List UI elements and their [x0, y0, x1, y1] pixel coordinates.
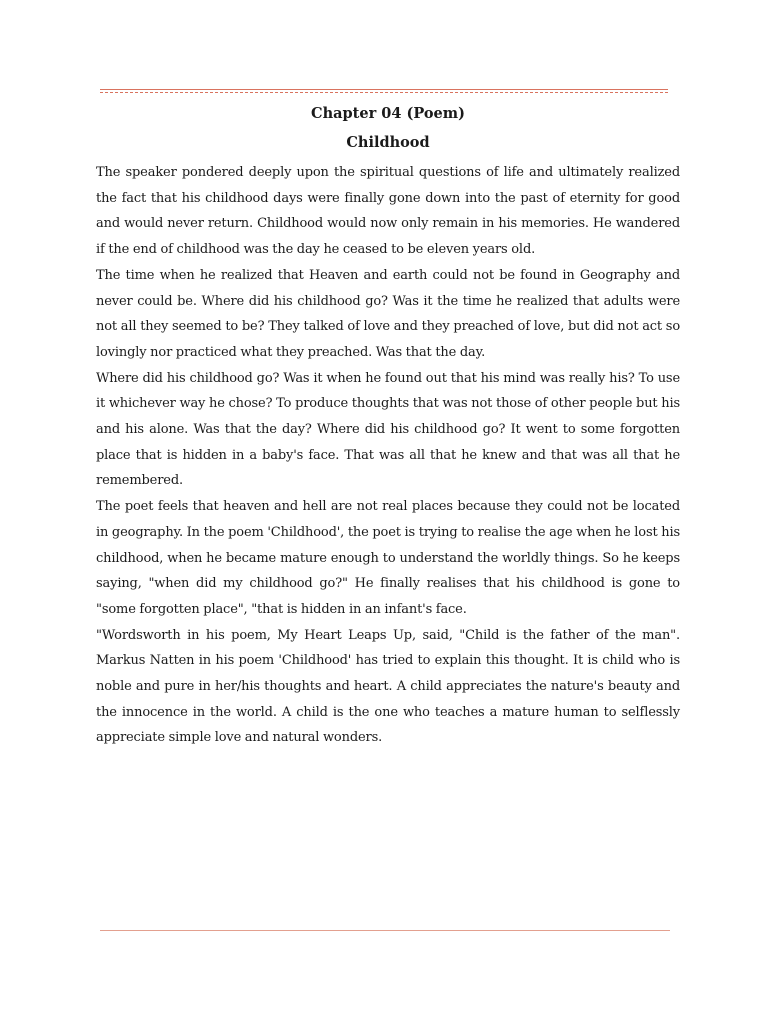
header-rule: [100, 89, 668, 93]
paragraph: The speaker pondered deeply upon the spiritual questions of life and ultimately realized the fact that his childhood days were finally gone down into the past of eternity for good and would never return. Childhood would now only remain in his memories. He wandered if the end of childhood was the day he ceased to be eleven years old.: [96, 165, 680, 258]
paragraph: "Wordsworth in his poem, My Heart Leaps Up, said, "Child is the father of the man". Markus Natten in his poem 'Childhood' has tried to explain this thought. It is child who is noble and pure in her/his thoughts and heart. A child appreciates the nature's beauty and the innocence in the world. A child is the one who teaches a mature human to selflessly appreciate simple love and natural wonders.: [96, 627, 680, 746]
footer-rule: [100, 930, 670, 931]
body-text: [96, 160, 680, 751]
paragraph: The time when he realized that Heaven and earth could not be found in Geography and never could be. Where did his childhood go? Was it the time he realized that adults were not all they seemed to be? They talked of love and they preached of love, but did not act so lovingly nor practiced what they preached. Was that the day.: [96, 267, 680, 360]
poem-title: Childhood: [346, 134, 430, 151]
chapter-title: Chapter 04 (Poem): [311, 105, 465, 122]
paragraph: The poet feels that heaven and hell are not real places because they could not be located in geography. In the poem 'Childhood', the poet is trying to realise the age when he lost his childhood, when he became mature enough to understand the worldly things. So he keeps saying, "when did my childhood go?" He finally realises that his childhood is gone to "some forgotten place", "that is hidden in an infant's face.: [96, 499, 680, 617]
paragraph: Where did his childhood go? Was it when he found out that his mind was really his? To use it whichever way he chose? To produce thoughts that was not those of other people but his and his alone. Was that the day? Where did his childhood go? It went to some forgotten place that is hidden in a baby's face. That was all that he knew and that was all that he remembered.: [96, 370, 680, 489]
